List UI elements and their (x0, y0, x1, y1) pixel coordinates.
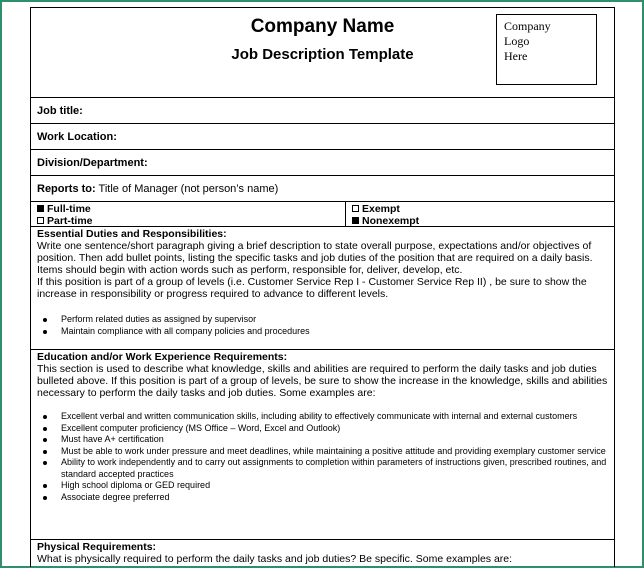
physical-section (31, 540, 614, 567)
education-description: This section is used to describe what knowledge, skills and abilities are required to perform the daily tasks and job duties bulleted above. If this position is part of a group of levels, be sure to show the increase in the knowledge, skills and abilities necessary to perform the daily tasks and job duties. Some examples are: (37, 363, 608, 399)
reports-to-value: Title of Manager (not person’s name) (95, 183, 279, 195)
checkbox-icon[interactable] (352, 217, 359, 224)
list-item: High school diploma or GED required (37, 480, 610, 492)
education-section (31, 350, 614, 540)
physical-title: Physical Requirements: (37, 541, 157, 553)
list-item: Must be able to work under pressure and meet deadlines, while maintaining a positive attitude and providing exemplary customer service (37, 446, 610, 458)
checkbox-icon[interactable] (37, 205, 44, 212)
list-item: Excellent verbal and written communication skills, including ability to effectively communicate with internal and external customers (37, 411, 610, 423)
duties-levels-note: If this position is part of a group of levels (i.e. Customer Service Rep I - Customer Service Rep II) , be sure to show the increase in responsibility or progress required to advance to different levels. (37, 276, 587, 300)
option-label: Nonexempt (362, 215, 420, 227)
duties-section (31, 227, 614, 350)
option-label: Exempt (362, 203, 400, 215)
work-location-label: Work Location: (37, 131, 117, 143)
employment-flsa-options (345, 202, 615, 227)
checkbox-icon[interactable] (352, 205, 359, 212)
duties-title: Essential Duties and Responsibilities: (37, 228, 227, 240)
list-item: Must have A+ certification (37, 434, 610, 446)
document-title: Job Description Template (231, 46, 414, 63)
education-title: Education and/or Work Experience Requirements: (37, 351, 288, 363)
document-header (31, 8, 614, 98)
option-nonexempt[interactable] (352, 215, 615, 227)
option-part-time[interactable] (37, 215, 343, 227)
list-item: Maintain compliance with all company policies and procedures (37, 326, 610, 338)
company-logo-placeholder (496, 14, 597, 85)
employment-hours-options (37, 202, 343, 227)
employment-type-row (31, 202, 614, 227)
job-title-row[interactable] (31, 98, 614, 124)
option-full-time[interactable] (37, 203, 343, 215)
physical-description: What is physically required to perform the daily tasks and job duties? Be specific. Some examples are: (37, 553, 513, 565)
job-description-document (30, 7, 615, 567)
education-list (37, 411, 610, 503)
reports-to-label: Reports to: (37, 183, 96, 195)
list-item: Ability to work independently and to carry out assignments to completion within parameters of instructions given, prescribed routines, and standard accepted practices (37, 457, 610, 480)
list-item: Excellent computer proficiency (MS Office – Word, Excel and Outlook) (37, 423, 610, 435)
list-item: Associate degree preferred (37, 492, 610, 504)
division-row[interactable] (31, 150, 614, 176)
logo-line: Logo (504, 34, 530, 48)
option-label: Part-time (47, 215, 93, 227)
work-location-row[interactable] (31, 124, 614, 150)
option-label: Full-time (47, 203, 91, 215)
job-title-label: Job title: (37, 105, 83, 117)
logo-line: Here (504, 49, 528, 63)
company-name: Company Name (250, 16, 395, 37)
duties-description: Write one sentence/short paragraph giving a brief description to state overall purpose, expectations and/or objectives of position. Then add bullet points, listing the specific tasks and job duties of the position that are required on a daily basis. Items should begin with action words such as perform, responsible for, deliver, develop, etc. (37, 240, 593, 276)
reports-to-row[interactable] (31, 176, 614, 202)
list-item: Perform related duties as assigned by supervisor (37, 314, 610, 326)
division-label: Division/Department: (37, 157, 148, 169)
option-exempt[interactable] (352, 203, 615, 215)
checkbox-icon[interactable] (37, 217, 44, 224)
duties-list (37, 314, 610, 337)
logo-line: Company (504, 19, 551, 33)
